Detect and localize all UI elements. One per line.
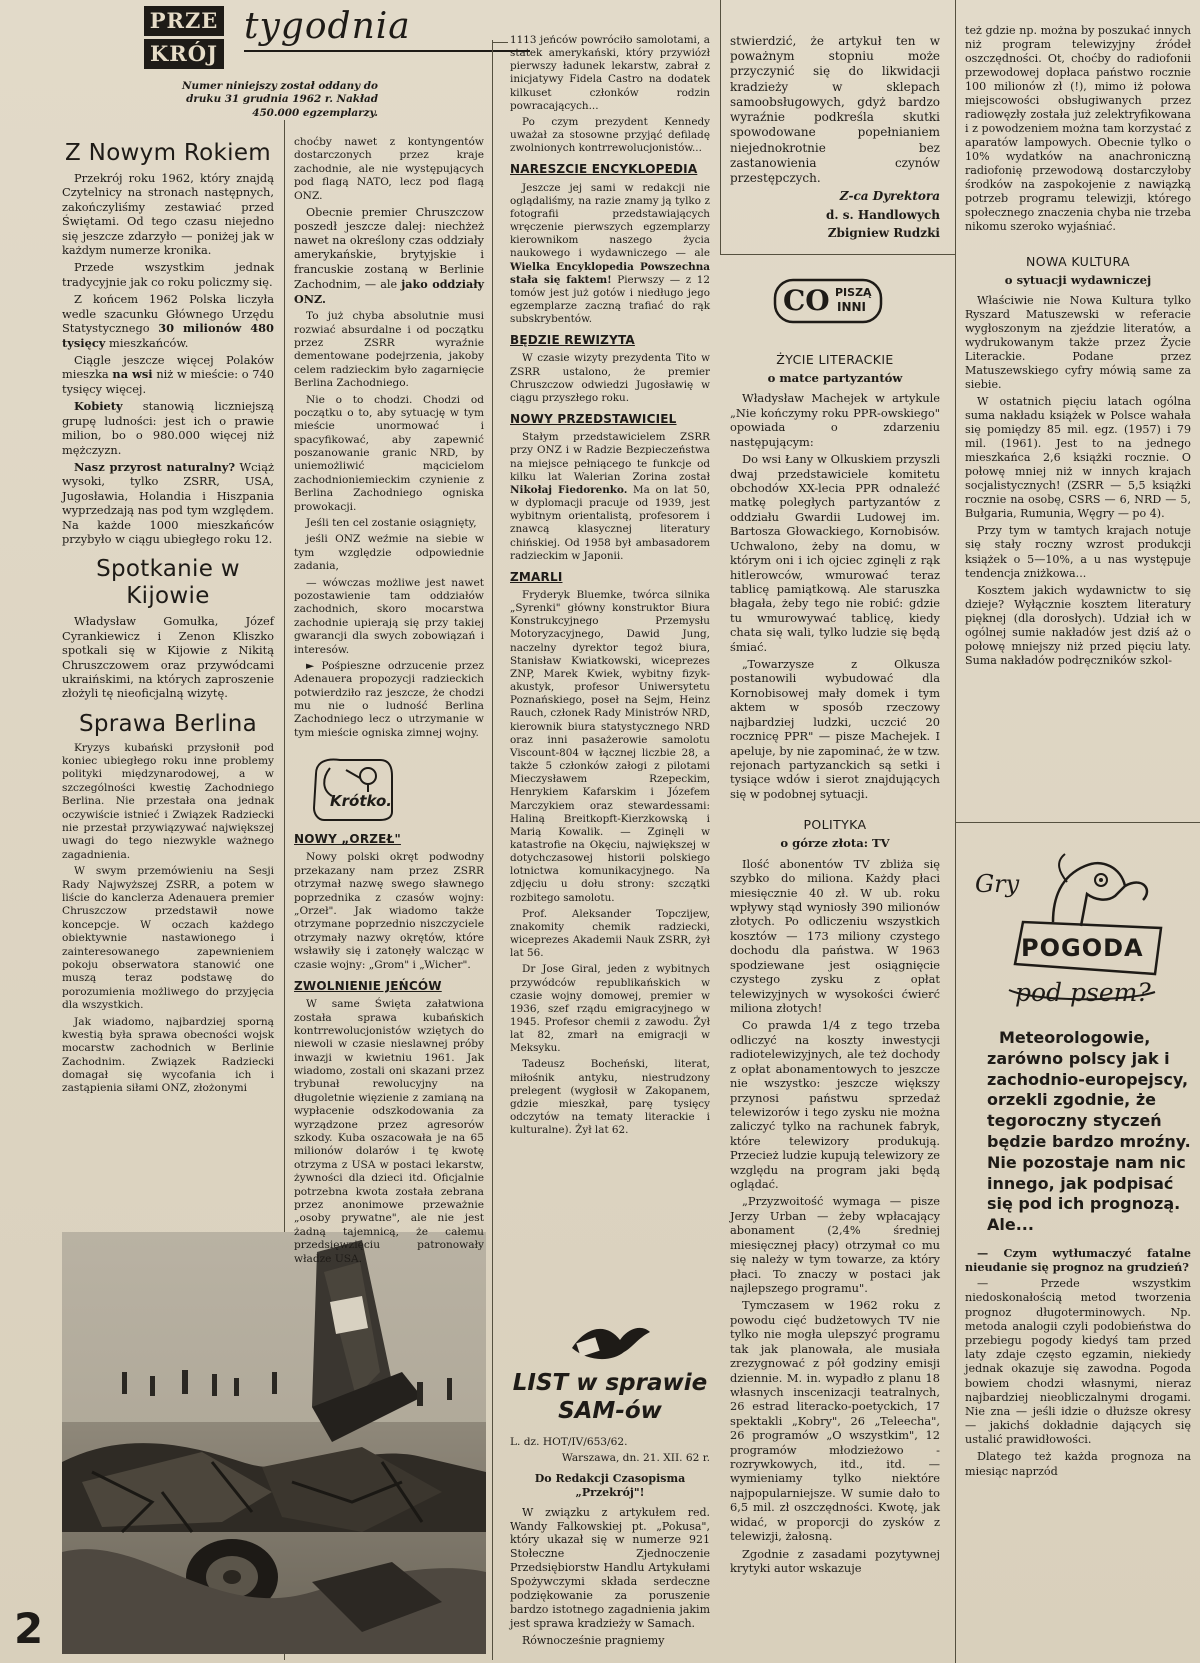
letter-ref: L. dz. HOT/IV/653/62. xyxy=(510,1436,628,1448)
co-text: CO xyxy=(783,284,830,317)
weather-article xyxy=(965,1028,1191,1658)
section-heading-polityka: POLITYKA xyxy=(803,817,867,833)
krotko-drawing-icon xyxy=(310,754,396,822)
paragraph: Ilość abonentów TV zbliża się szybko do miliona. Każdy płaci miesięcznie 40 zł. W ub. roku wpływy stąd wyniosły 390 milionów złotych. Po odliczeniu wszystkich kosztów — 173 miliony czystego dochodu dla państwa. W 1963 spodziewane jest osiągnięcie czystego zysku z opłat telewizyjnych w wysokości ćwierć miliona złotych! xyxy=(730,856,940,1015)
paragraph: stwierdzić, że artykuł ten w poważnym stopniu może przyczynić się do likwidacji kradzieży w sklepach samoobsługowych, gdyż bardzo wyraźnie podkreśla skutki spowodowane popełnianiem niejednokrotnie bez zastanowienia czynów przestępczych. xyxy=(730,34,940,186)
section-heading-jencow: ZWOLNIENIE JEŃCÓW xyxy=(294,978,442,993)
section-heading-orzel: NOWY „ORZEŁ" xyxy=(294,832,401,847)
paragraph: Właściwie nie Nowa Kultura tylko Ryszard Matuszewski w referacie wygłoszonym na zjeździe literatów, a wydrukowanym także przez Życie Literackie. Podane przez Matuszewskiego cyfry mówią same za siebie. xyxy=(965,293,1191,392)
signature-line: d. s. Handlowych xyxy=(826,207,940,222)
paragraph: To już chyba absolutnie musi rozwiać absurdalne i od początku przez ZSRR wyraźnie dementowane podejrzenia, jakoby celem radzieckim było zagarnięcie Berlina Zachodniego. xyxy=(294,310,484,390)
paragraph: Równocześnie pragniemy xyxy=(522,1633,665,1647)
paragraph: ► Pośpieszne odrzucenie przez Adenauera propozycji radzieckich potwierdziło raz jeszcze, że chodzi mu nie o ludność Berlina Zachodniego lecz o utrzymanie w tym mieście ogniska zimnej wojny. xyxy=(294,659,484,739)
weather-lead-text xyxy=(987,1028,1191,1236)
bird-with-letter-icon xyxy=(568,1318,654,1366)
masthead-print-note: Numer niniejszy został oddany do druku 31 grudnia 1962 r. Nakład 450.000 egzemplarzy. xyxy=(182,80,378,119)
column-rule-4 xyxy=(955,0,956,1663)
paragraph: Do wsi Łany w Olkuskiem przyszli dwaj przedstawiciele komitetu obchodów XX-lecia PPR odnaleźć matkę poległych partyzantów z oddziału Gwardii Ludowej im. Bartosza Głowackiego, Kornobisów. Uchwalono, żeby na domu, w którym oni i ich ojciec zginęli z rąk hitlerowców, wmurować teraz tablicę pamiątkową. Ale staruszka błagała, żeby tego nie robić: gdzie tu wmurowywać tablicę, kiedy chata się wali, tylko ludzie się będą śmiać. xyxy=(730,452,940,654)
paragraph: — Przede wszystkim niedoskonałością metod tworzenia prognoz długoterminowych. Np. metoda analogii czyli podobieństwa do przebiegu pogody kiedyś tam przed laty zdaje często egzamin, niekiedy jednak okazuje się zawodna. Pogoda bowiem chodzi własnymi, nieraz najbardziej nieobliczalnymi drogami. Nie zna — jeśli idzie o dłuższe okresy — jakichś dokładnie dających się ustalić prawidłowości. xyxy=(965,1277,1191,1447)
cartoon-pod-psem-text: pod psem? xyxy=(1015,978,1151,1007)
signature-line: Z-ca Dyrektora xyxy=(839,189,940,204)
column-5 xyxy=(965,24,1191,814)
paragraph: Tymczasem w 1962 roku z powodu cięć budżetowych TV nie tylko nie mogła ulepszyć programu tak jak planowała, ale musiała zrezygnować z pół godziny emisji dziennie. M. in. wypadło z planu 18 własnych inscenizacji teatralnych, 26 estrad literacko-poetyckich, 17 spektakli „Kobry", 26 „Teleecha", 26 programów „O wszystkim", 12 programów młodzieżowo - rozrywkowych, itd., itd. — wymieniamy tylko niektóre najpopularniejsze. W sumie dało to 6,5 mil. zł oszczędności. Kwotę, jak widać, w proporcji do zysków z telewizji, żałosną. xyxy=(730,1298,940,1544)
paragraph: Dr Jose Giral, jeden z wybitnych przywódców republikańskich w czasie wojny domowej, premier w 1936, szef rządu emigracyjnego w 1945. Profesor chemii z zawodu. Żył lat 82, zmarł na emigracji w Meksyku. xyxy=(510,963,710,1055)
letter-addressee: Do Redakcji Czasopisma „Przekrój"! xyxy=(534,1471,686,1499)
paragraph: W czasie wizyty prezydenta Tito w ZSRR ustalono, że premier Chruszczow odwiedzi Jugosławię w ciągu przyszłego roku. xyxy=(510,352,710,404)
cartoon-gry-text: Gry xyxy=(975,870,1020,898)
masthead-script-title: tygodnia xyxy=(244,6,411,47)
paragraph: Obecnie premier Chruszczow poszedł jeszcze dalej: niechżeż nawet na określony czas oddziały amerykańskie, brytyjskie i francuskie zostaną w Berlinie Zachodnim, — ale jako oddziały ONZ. xyxy=(294,205,485,306)
section-heading-nowa-kultura: NOWA KULTURA xyxy=(1026,254,1130,270)
paragraph: Z końcem 1962 Polska liczyła wedle szacunku Głównego Urzędu Statystycznego 30 milionów 480 tysięcy mieszkańców. xyxy=(62,292,274,350)
paragraph: też gdzie np. można by poszukać innych niż program telewizyjny źródeł oszczędności. Ot, choćby do radiofonii przewodowej dopłaca państwo rocznie 100 milionów zł (!), mimo iż połowa miejscowości obsługiwanych przez radiowęzły została już zelektryfikowana i z powodzeniem można tam korzystać z aparatów lampowych. Obecnie tylko o 10% wydatków na anachroniczną radiofonię przewodową dostarczyłoby środków na zaspokojenie z nawiązką potrzeb programu telewizji, którego społecznego znaczenia chyba nie trzeba nikomu szeroko wyjaśniać. xyxy=(965,24,1191,234)
paragraph: Tadeusz Bocheński, literat, miłośnik antyku, niestrudzony prelegent (wygłosił w Zakopanem, gdzie mieszkał, parę tysięcy odczytów na tematy literackie i kulturalne). Żył lat 62. xyxy=(510,1058,710,1137)
paragraph: Kosztem jakich wydawnictw to się dzieje? Wyłącznie kosztem literatury pięknej (dla dorosłych). Udział ich w ogólnej sumie nakładów jest dziś aż o połowę mniejszy niż przed pięciu laty. Suma nakładów podręczników szkol- xyxy=(965,583,1191,667)
column-1 xyxy=(62,136,274,1213)
column-2 xyxy=(294,136,485,1265)
paragraph: 1113 jeńców powróciło samolotami, a statek amerykański, który przywiózł pierwszy ładunek lekarstw, zabrał z inicjatywy Fidela Castro na dodatek kilkuset członków rodzin powracających... xyxy=(510,34,710,112)
column-3 xyxy=(510,34,710,1274)
paragraph: Nowy polski okręt podwodny przekazany nam przez ZSRR otrzymał nazwę swego sławnego poprzednika z czasów wojny: „Orzeł". Jak wiadomo także otrzymane poprzednio niszczyciele otrzymały nazwy okrętów, które wsławiły się i zatonęły walcząc w czasie wojny: „Grom" i „Wicher". xyxy=(294,851,484,971)
paragraph: — wówczas możliwe jest nawet pozostawienie tam oddziałów zachodnich, skoro mocarstwa zachodnie upierają się przy takiej gwarancji dla swych zobowiązań i interesów. xyxy=(294,576,484,656)
masthead-logo xyxy=(142,4,226,70)
airplane-wreck-image xyxy=(62,1232,486,1654)
paragraph: Ciągle jeszcze więcej Polaków mieszka na wsi niż w mieście: o 740 tysięcy więcej. xyxy=(62,352,274,396)
headline-new-year: Z Nowym Rokiem xyxy=(65,140,271,166)
paragraph: Zgodnie z zasadami pozytywnej krytyki autor wskazuje xyxy=(730,1546,940,1575)
section-heading-zycie-literackie: ŻYCIE LITERACKIE xyxy=(776,352,894,367)
page-number: 2 xyxy=(14,1604,44,1653)
paragraph: Kryzys kubański przysłonił pod koniec ubiegłego roku inne problemy polityki międzynarodowej, a w szczególności kwestię Zachodniego Berlina. Nie przestała ona jednak oczywiście istnieć i Związek Radziecki nie przestał przywiązywać największej uwagi do tego niezwykle ważnego zagadnienia. xyxy=(62,741,274,861)
cartoon-frame-top xyxy=(955,822,1200,823)
paragraph: „Towarzysze z Olkusza postanowili wybudować dla Kornobisowej mały domek i tym aktem w sposób rzeczowy najbardziej ludzki, uczcić 20 rocznicę PPR" — pisze Machejek. I apeluje, by nie zapominać, że w tzw. rejonach partyzanckich są setki i tysiące wdów i sierot znajdujących się w podobnej sytuacji. xyxy=(730,657,940,801)
paragraph: W same Święta załatwiona została sprawa kubańskich kontrrewolucjonistów wziętych do niewoli w czasie nieslawnej próby inwazji w kwietniu 1961. Jak wiadomo, zostali oni skazani przez trybunał rewolucyjny na długoletnie więzienie z zamianą na wypłacenie odszkodowania za wyrządzone przez agresorów szkody. Kuba oszacowała je na 65 milionów dolarów i tę kwotę otrzyma z USA w postaci lekarstw, żywności dla dzieci itd. Oficjalnie potrzebna kwota została zebrana przez anonimowe przeważnie „osoby prywatne", ale nie jest żadną tajemnicą, że całemu przedsięwzięciu patronowały władze USA. xyxy=(294,998,484,1265)
section-subheading: o sytuacji wydawniczej xyxy=(1004,273,1152,288)
paragraph: Prof. Aleksander Topczijew, znakomity chemik radziecki, wiceprezes Akademii Nauk ZSRR, żył lat 56. xyxy=(510,907,710,960)
paragraph: Dlatego też każda prognoza na miesiąc naprzód xyxy=(965,1450,1191,1478)
section-heading-zmarli: ZMARLI xyxy=(510,569,563,584)
pisza-text: PISZĄ xyxy=(835,286,872,299)
headline-berlin: Sprawa Berlina xyxy=(78,710,257,737)
letter-frame-bottom xyxy=(720,254,955,255)
letter-place-date: Warszawa, dn. 21. XII. 62 r. xyxy=(561,1452,710,1465)
paragraph: Nasz przyrost naturalny? Wciąż wysoki, tylko ZSRR, USA, Jugosławia, Holandia i Hiszpania wyprzedzają nas pod tym względem. Na każde 1000 mieszkańców przybyło w ciągu ubiegłego roku 12. xyxy=(62,459,274,547)
krotko-logo xyxy=(310,754,396,822)
bird-drawing xyxy=(568,1318,654,1366)
headline-kiev: Spotkanie w Kijowie xyxy=(96,556,240,610)
paragraph: Co prawda 1/4 z tego trzeba odliczyć na koszty inwestycji radiotelewizyjnych, ale też dochody z opłat abonamentowych to jeszcze nie wszystko: jeszcze większy przynosi państwu sprzedaż telewizorów i tego zysku nie można zaliczyć tylko na rachunek fabryk, które telewizory produkują. Przecież ludzie kupują telewizory ze względu na program jaki będą oglądać. xyxy=(730,1018,940,1192)
paragraph: Fryderyk Bluemke, twórca silnika „Syrenki" główny konstruktor Biura Konstrukcyjnego Przemysłu Motoryzacyjnego, Dawid Jung, naczelny dyrektor tegoż biura, Stanisław Kwiatkowski, wiceprezes ZNP, Marek Kwiek, wybitny fizyk-akustyk, profesor Uniwersytetu Poznańskiego, poseł na Sejm, Heinz Rauch, członek Rady Ministrów NRD, kierownik biura statystycznego NRD oraz inni pasażerowie samolotu Viscount-804 w łącznej liczbie 28, a także 5 członków załogi z pilotami Mieczysławem Rzepeckim, Henrykiem Kafarskim i Józefem Marczykiem oraz stewardessami: Haliną Breitkopft-Kierzkowską i Marią Kowalik. — Zginęli w katastrofie na Okęciu, największej w dotychczasowej historii polskiego lotnictwa komunikacyjnego. Na zdjęciu u dołu strony: szczątki rozbitego samolotu. xyxy=(510,589,710,904)
paragraph: Jeśli ten cel zostanie osiągnięty, xyxy=(306,517,477,530)
paragraph: Nie o to chodzi. Chodzi od początku o to, aby sytuację w tym mieście unormować i spacyfikować, aby zapewnić poszanowanie granic NRD, by uniemożliwić mącicielom zachodnioniemieckim czynienie z Berlina Zachodniego ogniska prowokacji. xyxy=(294,393,484,513)
weather-cartoon xyxy=(975,842,1185,1018)
letter-title-line-1: LIST w sprawie xyxy=(512,1370,708,1396)
logo-top-text: PRZE xyxy=(149,8,219,33)
inni-text: INNI xyxy=(837,300,867,314)
masthead-underline xyxy=(244,50,530,52)
column-4 xyxy=(730,346,940,1656)
wreckage-photo xyxy=(62,1232,486,1654)
paragraph: „Przyzwoitość wymaga — pisze Jerzy Urban — żeby wpłacający abonament (2,4% średniej miesięcznej płacy) otrzymał co mu się należy w tym towarze, za który płaci. To znaczy w postaci jak najlepszego programu". xyxy=(730,1194,940,1295)
paragraph: choćby nawet z kontyngentów dostarczonych przez kraje zachodnie, ale nie występujących pod flagą NATO, lecz pod flagą ONZ. xyxy=(294,136,484,202)
paragraph: W ostatnich pięciu latach ogólna suma nakładu książek w Polsce wahała się pomiędzy 85 mil. egz. (1957) i 79 mil. (1961). Jest to na jednego mieszkańca 2,6 książki rocznie. O połowę mniej niż w innych krajach socjalistycznych! (ZSRR — 5,5 książki rocznie na osobę, CSRS — 6, NRD — 5, Bułgaria, Rumunia, Węgry — po 4). xyxy=(965,395,1191,521)
paragraph: Przede wszystkim jednak tradycyjnie jak co roku policzmy się. xyxy=(62,260,274,289)
logo-bottom-text: KRÓJ xyxy=(150,41,218,66)
signature-line: Zbigniew Rudzki xyxy=(827,225,940,240)
section-heading-encyclopedia: NARESZCIE ENCYKLOPEDIA xyxy=(510,162,698,177)
interview-question: — Czym wytłumaczyć fatalne nieudanie się prognoz na grudzień? xyxy=(965,1245,1191,1275)
paragraph: W związku z artykułem red. Wandy Falkowskiej pt. „Pokusa", który ukazał się w numerze 921 Stołeczne Zjednoczenie Przedsiębiorstw Handlu Artykułami Spożywczymi składa serdeczne podziękowanie za poruszenie bardzo istotnego zagadnienia jakim jest sprawa kradzieży w Samach. xyxy=(510,1505,710,1630)
paragraph: Przy tym w tamtych krajach notuje się stały roczny wzrost produkcji książek o 5—10%, a u nas występuje tendencja zniżkowa... xyxy=(965,524,1191,580)
paragraph: jeśli ONZ weźmie na siebie w tym względzie odpowiednie zadania, xyxy=(294,533,484,573)
paragraph: Kobiety stanowią liczniejszą grupę ludności: jest ich o prawie milion, bo o 980.000 więcej niż mężczyzn. xyxy=(62,399,274,457)
letter-frame-top xyxy=(492,42,508,43)
cartoon-pogoda-text: POGODA xyxy=(1021,934,1144,962)
section-subheading: o matce partyzantów xyxy=(767,370,903,385)
column-4-letter-end xyxy=(730,34,940,250)
letter-title-line-2: SAM-ów xyxy=(558,1398,662,1424)
paragraph: W swym przemówieniu na Sesji Rady Najwyższej ZSRR, a potem w liście do kanclerza Adenauera premier Chruszczow przedstawił nowe koncepcje. W oczach każdego obiektywnie nastawionego i zainteresowanego zapewnieniem pokoju obserwatora stanowić one muszą teraz podstawę do porozumienia możliwego do przyjęcia dla wszystkich. xyxy=(62,865,274,1012)
paragraph: Jeszcze jej sami w redakcji nie oglądaliśmy, na razie znamy ją tylko z fotografii przedstawiających wręczenie pierwszych egzemplarzy kierownikom naszego życia naukowego i wydawniczego — ale Wielka Encyklopedia Powszechna stała się faktem! Pierwszy — z 12 tomów jest już gotów i niedługo jego egzemplarze zaczną trafiać do rąk subskrybentów. xyxy=(510,181,710,326)
paragraph: Władysław Machejek w artykule „Nie kończymy roku PPR-owskiego" opowiada o zdarzeniu następującym: xyxy=(730,391,940,449)
paragraph: Stałym przedstawicielem ZSRR przy ONZ i w Radzie Bezpieczeństwa na miejsce pełniącego te funkcje od kilku lat Walerian Zorina został Nikołaj Fiedorenko. Ma on lat 50, w dyplomacji pracuje od 1939, jest wybitnym orientalistą, profesorem i znawcą klasycznej literatury chińskiej. Od 1958 był ambasadorem radzieckim w Japonii. xyxy=(510,431,710,562)
section-heading-rewizyta: BĘDZIE REWIZYTA xyxy=(510,333,635,348)
section-subheading: o górze złota: TV xyxy=(780,836,890,851)
weather-lead-paragraph: Meteorologowie, zarówno polscy jak i zachodnio-europejscy, orzekli zgodnie, że tegoroczny styczeń będzie bardzo mroźny. Nie pozostaje nam nic innego, jak podpisać się pod ich prognozą. Ale... xyxy=(987,1028,1191,1235)
letter-frame-right xyxy=(720,0,721,254)
paragraph: Po czym prezydent Kennedy uważał za stosowne przyjąć defiladę zwolnionych kontrrewolucjonistów... xyxy=(510,115,710,155)
section-heading-przedstawiciel: NOWY PRZEDSTAWICIEL xyxy=(510,412,677,427)
co-pisza-inni-logo xyxy=(773,276,883,326)
letter-body xyxy=(510,1436,710,1656)
paragraph: Władysław Gomułka, Józef Cyrankiewicz i Zenon Kliszko spotkali się w Kijowie z Nikitą Chruszczowem oraz przywódcami ukraińskimi, na których zaproszenie złożyli tę nieoficjalną wizytę. xyxy=(62,614,274,701)
column-rule-2 xyxy=(492,40,493,1660)
paragraph: Przekrój roku 1962, który znajdą Czytelnicy na stronach następnych, zakończyliśmy zestawiać przed Świętami. Od tego czasu niejedno się jeszcze zdarzyło — poniżej jak w każdym numerze kronika. xyxy=(62,170,274,258)
krotko-text: Krótko. xyxy=(330,792,392,811)
paragraph: Jak wiadomo, najbardziej sporną kwestią była sprawa obecności wojsk mocarstw zachodnich w Berlinie Zachodnim. Związek Radziecki domagał się wycofania ich i zastąpienia siłami ONZ, złożonymi xyxy=(62,1015,274,1095)
